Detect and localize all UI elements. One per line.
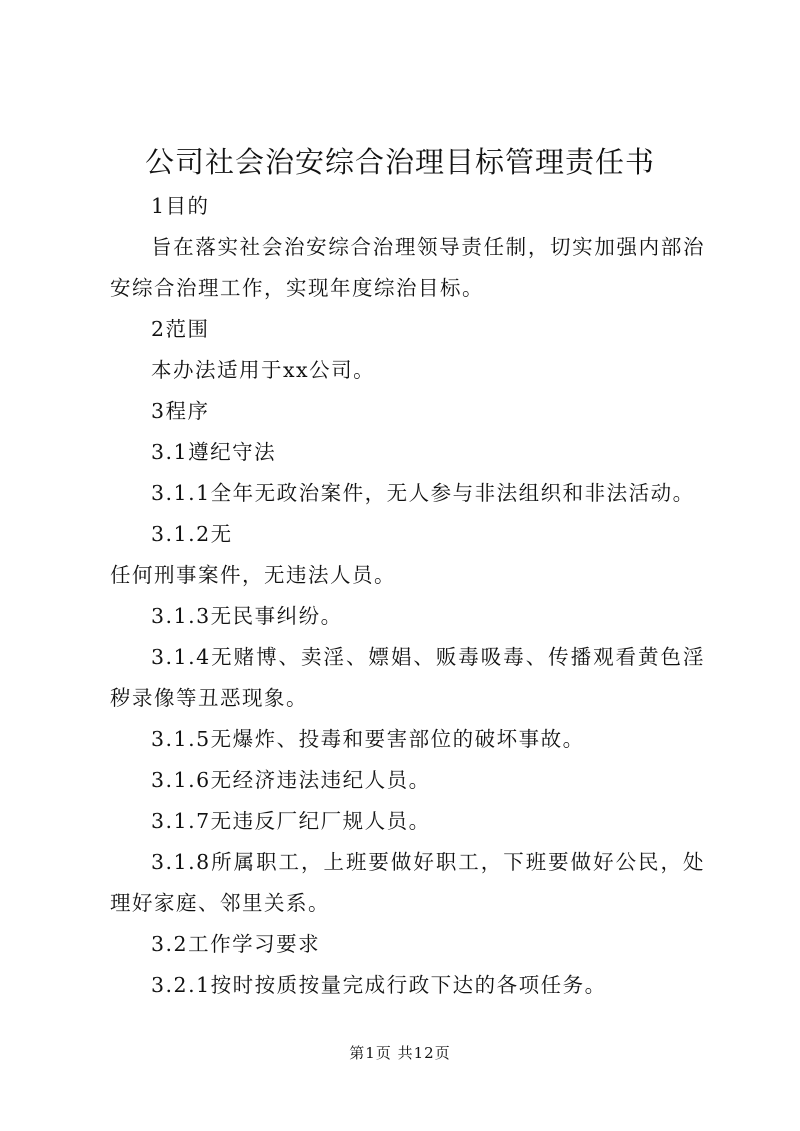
paragraph-12: 3.1.5无爆炸、投毒和要害部位的破坏事故。 (151, 727, 585, 751)
paragraph-11: 3.1.4无赌博、卖淫、嫖娼、贩毒吸毒、传播观看黄色淫秽录像等丑恶现象。 (110, 645, 705, 710)
paragraph-5: 3程序 (151, 399, 210, 423)
paragraph-6: 3.1遵纪守法 (151, 440, 277, 464)
paragraph-1: 1目的 (151, 194, 210, 218)
paragraph-15: 3.1.8所属职工，上班要做好职工，下班要做好公民，处理好家庭、邻里关系。 (110, 850, 705, 915)
paragraph-7: 3.1.1全年无政治案件，无人参与非法组织和非法活动。 (151, 481, 695, 505)
paragraph-14: 3.1.7无违反厂纪厂规人员。 (151, 809, 431, 833)
paragraph-13: 3.1.6无经济违法违纪人员。 (151, 768, 431, 792)
page-footer: 第1页 共12页 (349, 1044, 451, 1062)
paragraph-10: 3.1.3无民事纠纷。 (151, 604, 343, 628)
paragraph-17: 3.2.1按时按质按量完成行政下达的各项任务。 (151, 973, 607, 997)
document-title: 公司社会治安综合治理目标管理责任书 (144, 145, 655, 179)
paragraph-9: 任何刑事案件，无违法人员。 (110, 563, 396, 587)
paragraph-8: 3.1.2无 (151, 522, 233, 546)
paragraph-16: 3.2工作学习要求 (151, 932, 321, 956)
paragraph-2: 旨在落实社会治安综合治理领导责任制，切实加强内部治安综合治理工作，实现年度综治目标。 (110, 235, 705, 300)
paragraph-3: 2范围 (151, 317, 210, 341)
paragraph-4: 本办法适用于xx公司。 (151, 358, 376, 382)
document-body (110, 186, 705, 1006)
